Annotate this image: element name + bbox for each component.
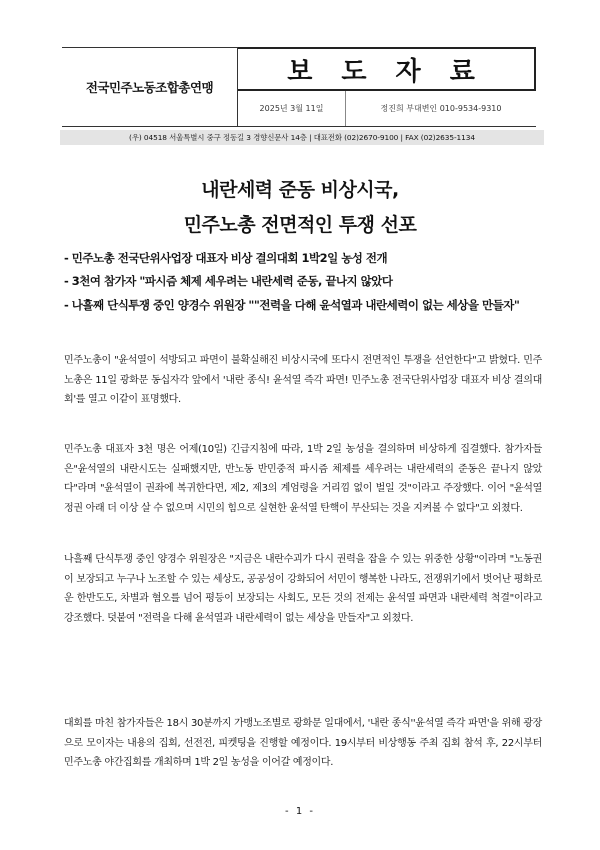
address-bar: (우) 04518 서울특별시 중구 정동길 3 경향신문사 14층 | 대표전화 (02)2670-9100 | FAX (02)2635-1134: [60, 130, 544, 145]
body-paragraph: 민주노총이 "윤석열이 석방되고 파면이 불확실해진 비상시국에 또다시 전면적인 투쟁을 선언한다"고 밝혔다. 민주노총은 11일 광화문 동십자각 앞에서 '내란 종식! 윤석열 즉각 파면! 민주노총 전국단위사업장 대표자 비상 결의대회'를 열고 이같이 표명했다.: [64, 355, 542, 405]
press-header: [62, 47, 536, 127]
press-release-title: 보 도 자 료: [238, 47, 536, 91]
body-paragraph: 민주노총 대표자 3천 명은 어제(10일) 긴급지침에 따라, 1박 2일 농성을 결의하며 비상하게 집결했다. 참가자들은"윤석열의 내란시도는 실패했지만, 반노동 반민중적 파시즘 체제를 세우려는 내란세력의 준동은 끝나지 않았다"라며 "윤석열이 권좌에 복귀한다면, 제2, 제3의 계엄령을 거리낌 없이 벌일 것"이라고 주장했다. 이어 "윤석열 정권 아래 더 이상 살 수 없으며 시민의 힘으로 실현한 윤석열 탄핵이 무산되는 것을 지켜볼 수 없다"고 외쳤다.: [64, 444, 542, 514]
release-date: 2025년 3월 11일: [238, 91, 346, 126]
press-contact: 정진희 부대변인 010-9534-9310: [380, 104, 502, 113]
body-paragraph: 대회를 마친 참가자들은 18시 30분까지 가맹노조별로 광화문 일대에서, '내란 종식''윤석열 즉각 파면'을 위해 광장으로 모이자는 내용의 집회, 선전전, 피켓팅을 진행할 예정이다. 19시부터 비상행동 주최 집회 참석 후, 22시부터 민주노총 야간집회를 개최하며 1박 2일 농성을 이어갈 예정이다.: [64, 718, 542, 768]
subheadline: - 나흘째 단식투쟁 중인 양경수 위원장 ""전력을 다해 윤석열과 내란세력이 없는 세상을 만들자": [64, 298, 520, 312]
headline-line-2: 민주노총 전면적인 투쟁 선포: [183, 214, 417, 236]
page-number: - 1 -: [285, 806, 315, 817]
body-paragraph: 나흘째 단식투쟁 중인 양경수 위원장은 "지금은 내란수괴가 다시 권력을 잡을 수 있는 위중한 상황"이라며 "노동권이 보장되고 누구나 노조할 수 있는 세상도, 공공성이 강화되어 서민이 행복한 나라도, 전쟁위기에서 벗어난 평화로운 한반도도, 차별과 혐오를 넘어 평등이 보장되는 사회도, 모든 것의 전제는 윤석열 파면과 내란세력 척결"이라고 강조했다. 덧붙여 "전력을 다해 윤석열과 내란세력이 없는 세상을 만들자"고 외쳤다.: [64, 554, 542, 624]
organization-name: 전국민주노동조합총연맹: [62, 47, 238, 127]
subheadline: - 3천여 참가자 "파시즘 체제 세우려는 내란세력 준동, 끝나지 않았다: [64, 274, 393, 288]
subheadline: - 민주노총 전국단위사업장 대표자 비상 결의대회 1박2일 농성 전개: [64, 251, 388, 265]
release-meta: [238, 91, 536, 127]
headline-line-1: 내란세력 준동 비상시국,: [201, 179, 399, 201]
